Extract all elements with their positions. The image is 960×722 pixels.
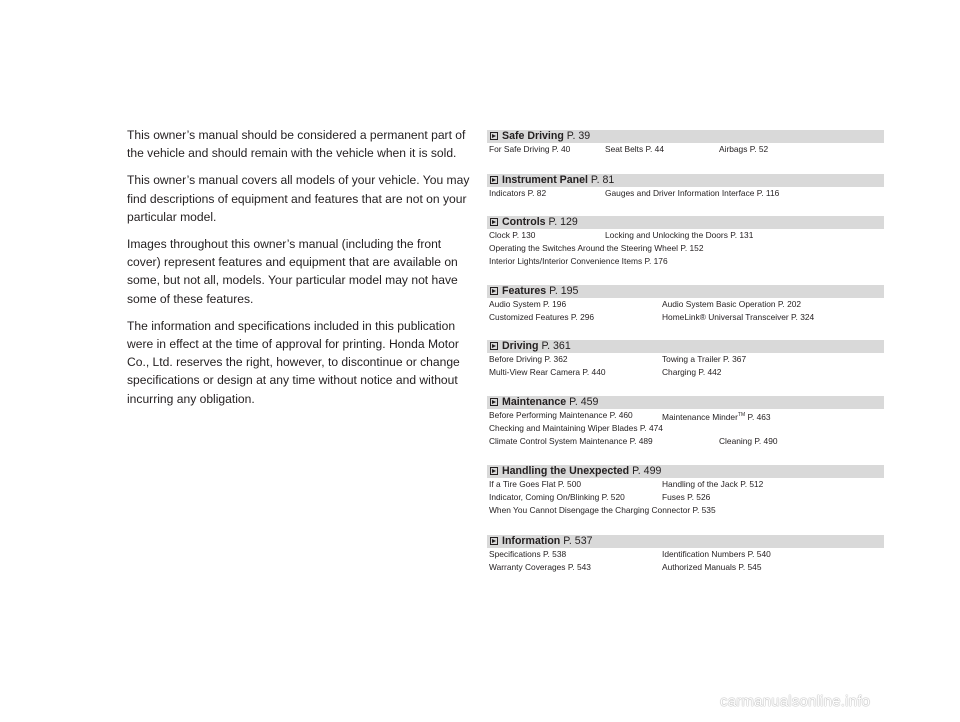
toc-link[interactable]: Clock P. 130 bbox=[489, 230, 536, 240]
toc-header-instrument-panel[interactable] bbox=[487, 174, 884, 187]
link-page: P. 463 bbox=[745, 411, 771, 422]
toc-link[interactable]: Charging P. 442 bbox=[662, 367, 722, 377]
toc-section-features bbox=[487, 285, 884, 324]
toc-link[interactable]: Interior Lights/Interior Convenience Items P. 176 bbox=[489, 256, 668, 266]
link-text: Maintenance Minder bbox=[662, 411, 738, 422]
toc-row bbox=[487, 561, 884, 574]
toc-header-safe-driving[interactable] bbox=[487, 130, 884, 143]
intro-text bbox=[127, 126, 477, 417]
toc-section-information bbox=[487, 535, 884, 574]
toc-section-instrument-panel bbox=[487, 174, 884, 200]
toc-link[interactable]: Customized Features P. 296 bbox=[489, 312, 595, 322]
toc-row bbox=[487, 504, 884, 517]
section-page: P. 39 bbox=[566, 130, 591, 142]
section-title: Handling the Unexpected bbox=[502, 465, 630, 477]
toc-link[interactable]: Checking and Maintaining Wiper Blades P. 474 bbox=[489, 423, 663, 433]
toc-row bbox=[487, 187, 884, 200]
toc-link[interactable]: Multi-View Rear Camera P. 440 bbox=[489, 367, 606, 377]
arrow-icon bbox=[490, 132, 498, 140]
toc-header-information[interactable] bbox=[487, 535, 884, 548]
toc-row bbox=[487, 491, 884, 504]
toc-link[interactable]: For Safe Driving P. 40 bbox=[489, 144, 571, 154]
section-page: P. 195 bbox=[549, 285, 579, 297]
toc-section-controls bbox=[487, 216, 884, 268]
toc-row bbox=[487, 435, 884, 448]
arrow-icon bbox=[490, 342, 498, 350]
toc-row bbox=[487, 548, 884, 561]
toc-link[interactable]: Audio System P. 196 bbox=[489, 299, 567, 309]
toc-link[interactable]: When You Cannot Disengage the Charging Connector P. 535 bbox=[489, 505, 716, 515]
toc-section-maintenance bbox=[487, 396, 884, 448]
arrow-icon bbox=[490, 398, 498, 406]
arrow-icon bbox=[490, 218, 498, 226]
toc-link[interactable]: Authorized Manuals P. 545 bbox=[662, 562, 762, 572]
intro-paragraph-1: This owner’s manual should be considered a permanent part of the vehicle and should remain with the vehicle when it is sold. bbox=[127, 128, 466, 161]
toc-section-safe-driving bbox=[487, 130, 884, 156]
toc-link[interactable]: HomeLink® Universal Transceiver P. 324 bbox=[662, 312, 815, 322]
watermark: carmanualsonline.info bbox=[720, 693, 871, 710]
toc-section-driving bbox=[487, 340, 884, 379]
section-title: Controls bbox=[502, 216, 546, 228]
toc-row bbox=[487, 409, 884, 422]
intro-paragraph-3: Images throughout this owner’s manual (including the front cover) represent features and equipment that are available on some, but not all, models. Your particular model may not have some of these features. bbox=[127, 237, 458, 306]
toc-header-handling-the-unexpected[interactable] bbox=[487, 465, 884, 478]
section-page: P. 129 bbox=[548, 216, 578, 228]
section-page: P. 81 bbox=[590, 174, 615, 186]
arrow-icon bbox=[490, 287, 498, 295]
toc-link[interactable]: Towing a Trailer P. 367 bbox=[662, 354, 747, 364]
toc-link[interactable]: Indicators P. 82 bbox=[489, 188, 547, 198]
section-title: Driving bbox=[502, 340, 539, 352]
trademark: TM bbox=[737, 412, 746, 418]
toc-link[interactable]: Gauges and Driver Information Interface P. 116 bbox=[605, 188, 780, 198]
toc-row bbox=[487, 242, 884, 255]
section-title: Information bbox=[502, 535, 561, 547]
toc-header-maintenance[interactable] bbox=[487, 396, 884, 409]
toc-row bbox=[487, 353, 884, 366]
toc-link[interactable]: Warranty Coverages P. 543 bbox=[489, 562, 591, 572]
toc-row bbox=[487, 366, 884, 379]
toc-row bbox=[487, 478, 884, 491]
toc-link[interactable]: Cleaning P. 490 bbox=[719, 436, 778, 446]
toc-link[interactable]: If a Tire Goes Flat P. 500 bbox=[489, 479, 582, 489]
intro-paragraph-2: This owner’s manual covers all models of your vehicle. You may find descriptions of equipment and features that are not on your particular model. bbox=[127, 173, 470, 224]
toc-link[interactable]: Audio System Basic Operation P. 202 bbox=[662, 299, 802, 309]
toc-row bbox=[487, 311, 884, 324]
section-page: P. 361 bbox=[541, 340, 571, 352]
toc-link[interactable]: Locking and Unlocking the Doors P. 131 bbox=[605, 230, 754, 240]
toc-row bbox=[487, 143, 884, 156]
toc-header-driving[interactable] bbox=[487, 340, 884, 353]
arrow-icon bbox=[490, 537, 498, 545]
toc-row bbox=[487, 298, 884, 311]
toc-row bbox=[487, 255, 884, 268]
toc-link[interactable]: Handling of the Jack P. 512 bbox=[662, 479, 764, 489]
toc-row bbox=[487, 422, 884, 435]
section-page: P. 459 bbox=[569, 396, 599, 408]
section-title: Safe Driving bbox=[502, 130, 564, 142]
toc-header-controls[interactable] bbox=[487, 216, 884, 229]
toc-link[interactable]: Fuses P. 526 bbox=[662, 492, 711, 502]
intro-paragraph-4: The information and specifications included in this publication were in effect at the time of approval for printing. Honda Motor Co., Ltd. reserves the right, however, to discontinue or change specifications or design at any time without notice and without incurring any obligation. bbox=[127, 318, 460, 406]
toc-link[interactable]: Operating the Switches Around the Steering Wheel P. 152 bbox=[489, 243, 704, 253]
section-title: Instrument Panel bbox=[502, 174, 588, 186]
arrow-icon bbox=[490, 176, 498, 184]
toc-link[interactable]: Seat Belts P. 44 bbox=[605, 144, 664, 154]
toc-link[interactable]: Airbags P. 52 bbox=[719, 144, 769, 154]
toc-link[interactable]: Indicator, Coming On/Blinking P. 520 bbox=[489, 492, 625, 502]
toc-section-handling-the-unexpected bbox=[487, 465, 884, 517]
toc-row bbox=[487, 229, 884, 242]
toc-link[interactable]: Specifications P. 538 bbox=[489, 549, 567, 559]
section-title: Maintenance bbox=[502, 396, 567, 408]
toc-link[interactable]: Identification Numbers P. 540 bbox=[662, 549, 771, 559]
section-page: P. 537 bbox=[563, 535, 593, 547]
toc-link[interactable]: Climate Control System Maintenance P. 489 bbox=[489, 436, 653, 446]
toc-header-features[interactable] bbox=[487, 285, 884, 298]
toc-link[interactable]: Before Driving P. 362 bbox=[489, 354, 568, 364]
section-page: P. 499 bbox=[632, 465, 662, 477]
section-title: Features bbox=[502, 285, 547, 297]
arrow-icon bbox=[490, 467, 498, 475]
toc-link[interactable]: Before Performing Maintenance P. 460 bbox=[489, 410, 633, 420]
